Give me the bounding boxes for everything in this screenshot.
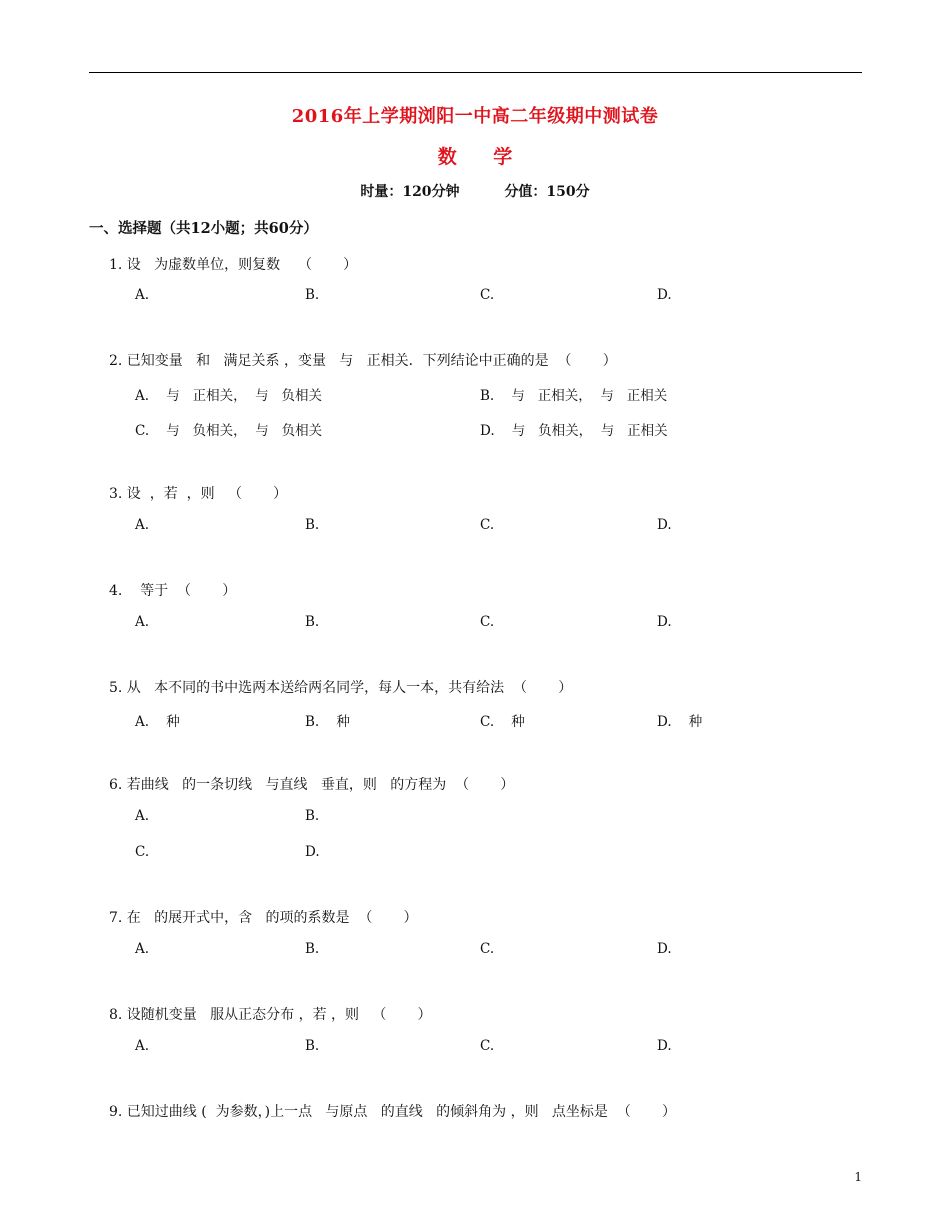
q2-option-b: B. 与 正相关， 与 正相关 <box>480 388 668 404</box>
q3-option-c: C. <box>480 517 495 533</box>
q8-option-a: A. <box>135 1038 150 1054</box>
q8-option-d: D. <box>657 1038 672 1054</box>
q7-option-a: A. <box>135 941 150 957</box>
q4-option-b: B. <box>305 614 320 630</box>
question-9-stem: 9. 已知过曲线 ( 为参数，)上一点 与原点 的直线 的倾斜角为 ，则 点坐标是 （ ） <box>109 1104 676 1120</box>
q4-option-c: C. <box>480 614 495 630</box>
q1-option-d: D. <box>657 287 672 303</box>
q7-option-b: B. <box>305 941 320 957</box>
page-number: 1 <box>854 1170 862 1184</box>
section-heading: 一、选择题（共12小题；共60分） <box>89 220 318 237</box>
q4-option-a: A. <box>135 614 150 630</box>
q7-option-d: D. <box>657 941 672 957</box>
q6-option-a: A. <box>135 808 150 824</box>
subject-title: 数 学 <box>437 146 513 168</box>
q7-option-c: C. <box>480 941 495 957</box>
q3-option-b: B. <box>305 517 320 533</box>
q2-option-c: C. 与 负相关， 与 负相关 <box>135 423 323 439</box>
exam-meta <box>0 181 950 201</box>
q5-option-d: D. 种 <box>657 714 703 730</box>
q6-option-d: D. <box>305 844 320 860</box>
time-limit: 时量：120分钟 <box>360 184 460 200</box>
question-8-stem: 8. 设随机变量 服从正态分布 ，若 ，则 （ ） <box>109 1007 432 1023</box>
q2-option-a: A. 与 正相关， 与 负相关 <box>135 388 323 404</box>
q3-option-a: A. <box>135 517 150 533</box>
question-1-stem: 1. 设 为虚数单位，则复数 （ ） <box>109 257 358 273</box>
question-5-stem: 5. 从 本不同的书中选两本送给两名同学，每人一本，共有给法 （ ） <box>109 680 573 696</box>
question-2-stem: 2. 已知变量 和 满足关系 ，变量 与 正相关．下列结论中正确的是 （ ） <box>109 353 617 369</box>
q1-option-b: B. <box>305 287 320 303</box>
q6-option-c: C. <box>135 844 150 860</box>
q8-option-b: B. <box>305 1038 320 1054</box>
q1-option-c: C. <box>480 287 495 303</box>
question-3-stem: 3. 设 ，若 ，则 （ ） <box>109 486 288 502</box>
q4-option-d: D. <box>657 614 672 630</box>
exam-title: 2016年上学期浏阳一中高二年级期中测试卷 <box>291 106 659 127</box>
question-6-stem: 6. 若曲线 的一条切线 与直线 垂直，则 的方程为 （ ） <box>109 777 515 793</box>
question-4-stem: 4. 等于 （ ） <box>109 583 237 599</box>
total-score: 分值：150分 <box>504 184 590 200</box>
q3-option-d: D. <box>657 517 672 533</box>
q1-option-a: A. <box>135 287 150 303</box>
q2-option-d: D. 与 负相关， 与 正相关 <box>480 423 668 439</box>
q8-option-c: C. <box>480 1038 495 1054</box>
q5-option-c: C. 种 <box>480 714 525 730</box>
q5-option-b: B. 种 <box>305 714 350 730</box>
question-7-stem: 7. 在 的展开式中，含 的项的系数是 （ ） <box>109 910 418 926</box>
q6-option-b: B. <box>305 808 320 824</box>
header-rule <box>89 72 862 73</box>
q5-option-a: A. 种 <box>135 714 180 730</box>
